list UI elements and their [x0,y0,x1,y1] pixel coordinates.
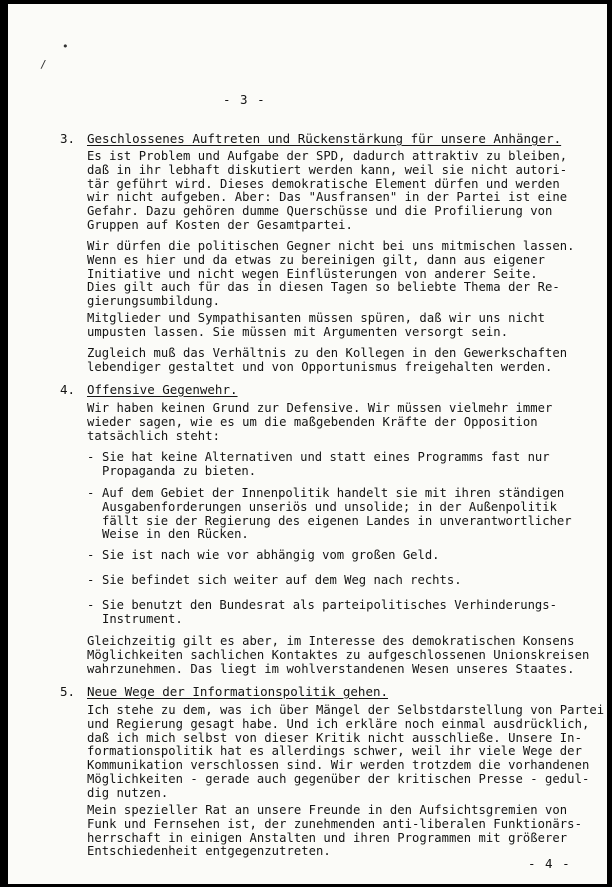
paragraph: Mitglieder und Sympathisanten müssen spüren, daß wir uns nicht umpusten lassen. Sie müssen mit Argumenten versorgt sein. [87,311,546,339]
list-item-text: Auf dem Gebiet der Innenpolitik handelt sie mit ihren ständigen Ausgabenforderungen unseriös und unsolide; in der Außenpolitik fällt sie der Regierung des eigenen Landes in unverantwortlicher Weise in den Rücken. [102,486,572,542]
scan-mark: • [62,40,69,53]
document-page [8,4,607,884]
dash-marker: - [87,598,95,612]
section-heading [60,685,388,699]
paragraph: Zugleich muß das Verhältnis zu den Kollegen in den Gewerkschaften lebendiger gestaltet und von Opportunismus freigehalten werden. [87,346,568,374]
paragraph: Mein spezieller Rat an unsere Freunde in den Aufsichtsgremien von Funk und Fernsehen ist, der zunehmenden anti-liberalen Funktionärs- herrschaft in einigen Anstalten und ihren Programmen mit größerer Entschiedenheit entgegenzutreten. [87,803,582,859]
paragraph: Ich stehe zu dem, was ich über Mängel der Selbstdarstellung von Partei und Regierung gesagt habe. Und ich erkläre noch einmal ausdrücklich, daß ich mich selbst von dieser Kritik nicht ausschließe. Unsere In- formationspolitik hat es allerdings schwer, weil ihr viele Wege der Kommunikation verschlossen sind. Wir werden trotzdem die vorhandenen Möglichkeiten - gerade auch gegenüber der kritischen Presse - gedul- dig nutzen. [87,703,605,800]
list-item-text: Sie benutzt den Bundesrat als parteipolitisches Verhinderungs- Instrument. [102,598,557,626]
section-title: Geschlossenes Auftreten und Rückenstärkung für unsere Anhänger. [87,131,562,146]
paragraph: Wir haben keinen Grund zur Defensive. Wir müssen vielmehr immer wieder sagen, wie es um die maßgebenden Kräfte der Opposition tatsächlich steht: [87,401,553,443]
section-title: Offensive Gegenwehr. [87,382,238,397]
list-item-text: Sie befindet sich weiter auf dem Weg nach rechts. [102,573,462,587]
dash-marker: - [87,548,95,562]
scan-mark: / [40,58,47,71]
section-number: 3. [60,131,76,146]
section-number: 5. [60,684,76,699]
list-item-text: Sie ist nach wie vor abhängig vom großen Geld. [102,548,440,562]
dash-marker: - [87,573,95,587]
dash-marker: - [87,450,95,464]
paragraph: Gleichzeitig gilt es aber, im Interesse des demokratischen Konsens Möglichkeiten sachlichen Kontaktes zu aufgeschlossenen Unionskreisen wahrzunehmen. Das liegt im wohlverstandenen Wesen unseres Staates. [87,634,590,676]
section-title: Neue Wege der Informationspolitik gehen. [87,684,389,699]
section-heading [60,132,561,146]
list-item-text: Sie hat keine Alternativen und statt eines Programms fast nur Propaganda zu bieten. [102,450,550,478]
next-page-number: - 4 - [528,856,571,871]
page-number: - 3 - [223,92,266,107]
dash-marker: - [87,486,95,500]
paragraph: Wir dürfen die politischen Gegner nicht bei uns mitmischen lassen. Wenn es hier und da etwas zu bereinigen gilt, dann aus eigener Initiative und nicht wegen Einflüsterungen von anderer Seite. Dies gilt auch für das in diesen Tagen so beliebte Thema der Re- gierungsumbildung. [87,239,575,309]
section-heading [60,383,238,397]
section-number: 4. [60,382,76,397]
paragraph: Es ist Problem und Aufgabe der SPD, dadurch attraktiv zu bleiben, daß in ihr lebhaft diskutiert werden kann, weil sie nicht autori- tär geführt wird. Dieses demokratische Element dürfen und werden wir nicht aufgeben. Aber: Das "Ausfransen" in der Partei ist eine Gefahr. Dazu gehören dumme Querschüsse und die Profilierung von Gruppen auf Kosten der Gesamtpartei. [87,149,568,232]
